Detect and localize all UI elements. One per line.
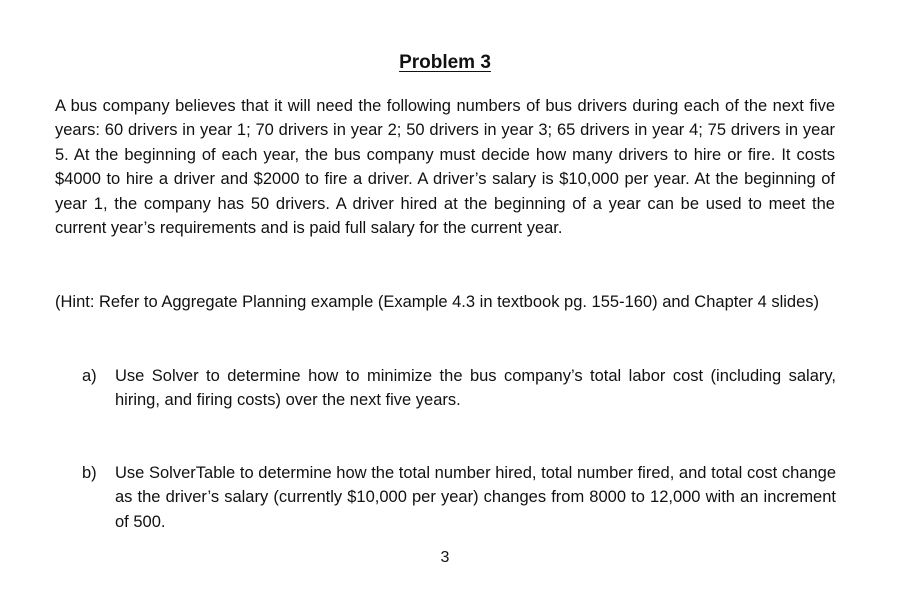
item-text: Use Solver to determine how to minimize the bus company’s total labor cost (including salary, hiring, and firing costs) over the next five years. [115, 367, 836, 410]
hint-paragraph: (Hint: Refer to Aggregate Planning example (Example 4.3 in textbook pg. 155-160) and Chapter 4 slides) [55, 293, 820, 311]
item-marker: b) [82, 464, 97, 482]
question-item-a [82, 364, 836, 413]
page-number: 3 [440, 549, 450, 566]
question-item-b [82, 461, 836, 534]
problem-title: Problem 3 [399, 52, 491, 73]
item-text: Use SolverTable to determine how the total number hired, total number fired, and total cost change as the driver’s salary (currently $10,000 per year) changes from 8000 to 12,000 with an increment of 500. [115, 464, 836, 531]
problem-description: A bus company believes that it will need the following numbers of bus drivers during each of the next five years: 60 drivers in year 1; 70 drivers in year 2; 50 drivers in year 3; 65 drivers in year 4; 75 drivers in year 5. At the beginning of each year, the bus company must decide how many drivers to hire or fire. It costs $4000 to hire a driver and $2000 to fire a driver. A driver’s salary is $10,000 per year. At the beginning of year 1, the company has 50 drivers. A driver hired at the beginning of a year can be used to meet the current year’s requirements and is paid full salary for the current year. [55, 97, 835, 238]
item-marker: a) [82, 367, 97, 385]
